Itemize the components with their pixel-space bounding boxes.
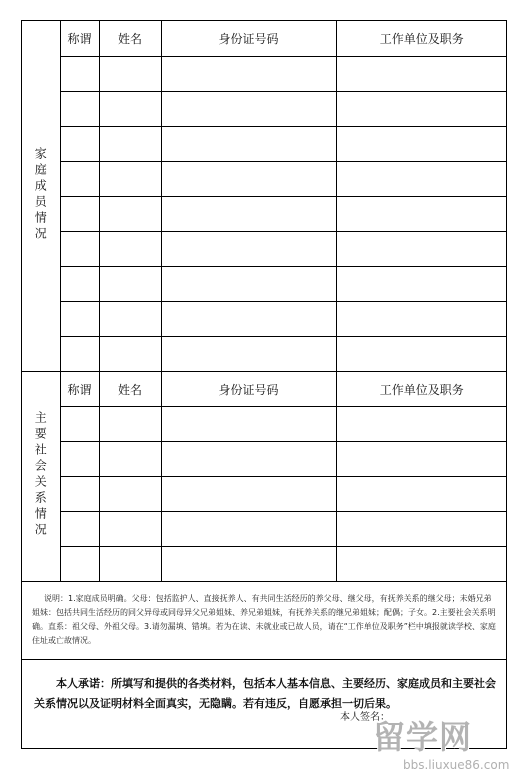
family-members-table [22,21,507,372]
registration-form [21,20,507,749]
section-label-text: 家庭成员情况 [33,146,48,243]
header-row [22,21,507,57]
table-cell[interactable] [60,57,99,92]
table-row [22,407,507,442]
table-cell[interactable] [99,547,161,582]
table-cell[interactable] [161,232,336,267]
column-header: 工作单位及职务 [336,372,507,407]
column-header: 工作单位及职务 [336,21,507,57]
table-row [22,547,507,582]
pledge-text: 本人承诺：所填写和提供的各类材料，包括本人基本信息、主要经历、家庭成员和主要社会关系情况以及证明材料全面真实，无隐瞒。若有违反，自愿承担一切后果。 [34,677,496,710]
section-label-text: 主要社会关系情况 [33,411,48,539]
table-cell[interactable] [60,162,99,197]
table-cell[interactable] [60,337,99,372]
table-cell[interactable] [336,407,507,442]
table-cell[interactable] [161,302,336,337]
table-cell[interactable] [60,407,99,442]
table-cell[interactable] [336,477,507,512]
table-cell[interactable] [336,127,507,162]
instructions-note [22,581,507,659]
table-cell[interactable] [60,547,99,582]
table-row [22,197,507,232]
table-row [22,302,507,337]
table-row [22,267,507,302]
table-row [22,442,507,477]
table-cell[interactable] [99,57,161,92]
table-cell[interactable] [99,127,161,162]
signature-label: 本人签名： [340,712,390,723]
table-cell[interactable] [99,477,161,512]
watermark [353,712,529,783]
table-row [22,232,507,267]
table-row [22,512,507,547]
table-row [22,162,507,197]
table-cell[interactable] [336,162,507,197]
section-label [22,372,60,582]
table-cell[interactable] [99,512,161,547]
table-cell[interactable] [99,407,161,442]
table-cell[interactable] [99,232,161,267]
column-header: 身份证号码 [161,372,336,407]
column-header: 姓名 [99,21,161,57]
table-cell[interactable] [99,162,161,197]
table-cell[interactable] [336,512,507,547]
table-cell[interactable] [161,162,336,197]
table-cell[interactable] [336,442,507,477]
table-cell[interactable] [161,267,336,302]
table-cell[interactable] [161,337,336,372]
table-cell[interactable] [336,547,507,582]
table-cell[interactable] [99,442,161,477]
table-cell[interactable] [161,57,336,92]
table-row [22,337,507,372]
table-cell[interactable] [336,232,507,267]
column-header: 称谓 [60,372,99,407]
table-cell[interactable] [161,477,336,512]
table-cell[interactable] [336,197,507,232]
table-cell[interactable] [336,57,507,92]
social-relations-table [22,372,507,582]
table-cell[interactable] [161,92,336,127]
table-cell[interactable] [336,267,507,302]
table-cell[interactable] [60,127,99,162]
table-row [22,127,507,162]
table-cell[interactable] [161,407,336,442]
table-cell[interactable] [161,547,336,582]
table-cell[interactable] [60,442,99,477]
table-cell[interactable] [60,92,99,127]
table-cell[interactable] [336,302,507,337]
watermark-logo: 留学网 [373,718,473,756]
table-cell[interactable] [336,337,507,372]
table-cell[interactable] [60,232,99,267]
table-row [22,477,507,512]
table-row [22,57,507,92]
table-cell[interactable] [60,267,99,302]
column-header: 称谓 [60,21,99,57]
table-cell[interactable] [161,512,336,547]
table-cell[interactable] [99,302,161,337]
table-cell[interactable] [161,197,336,232]
table-cell[interactable] [60,302,99,337]
column-header: 姓名 [99,372,161,407]
column-header: 身份证号码 [161,21,336,57]
table-cell[interactable] [336,92,507,127]
table-cell[interactable] [99,92,161,127]
table-cell[interactable] [99,337,161,372]
table-cell[interactable] [99,267,161,302]
table-cell[interactable] [60,197,99,232]
table-row [22,92,507,127]
table-cell[interactable] [161,442,336,477]
instructions-text: 说明：1.家庭成员明确。父母：包括监护人、直接抚养人、有共同生活经历的养父母、继父母，有抚养关系的继父母；未婚兄弟姐妹：包括共同生活经历的同父异母或同母异父兄弟姐妹、养兄弟姐妹，有抚养关系的继兄弟姐妹；配偶；子女。2.主要社会关系明确。直系：祖父母、外祖父母。3.请勿漏填、错填。若为在读、未就业或已故人员，请在“工作单位及职务”栏中填报就读学校、家庭住址或亡故情况。 [32,594,496,645]
table-cell[interactable] [60,512,99,547]
section-label [22,21,60,372]
table-cell[interactable] [60,477,99,512]
table-cell[interactable] [161,127,336,162]
watermark-url: bbs.liuxue86.com [403,758,510,772]
table-cell[interactable] [99,197,161,232]
header-row [22,372,507,407]
